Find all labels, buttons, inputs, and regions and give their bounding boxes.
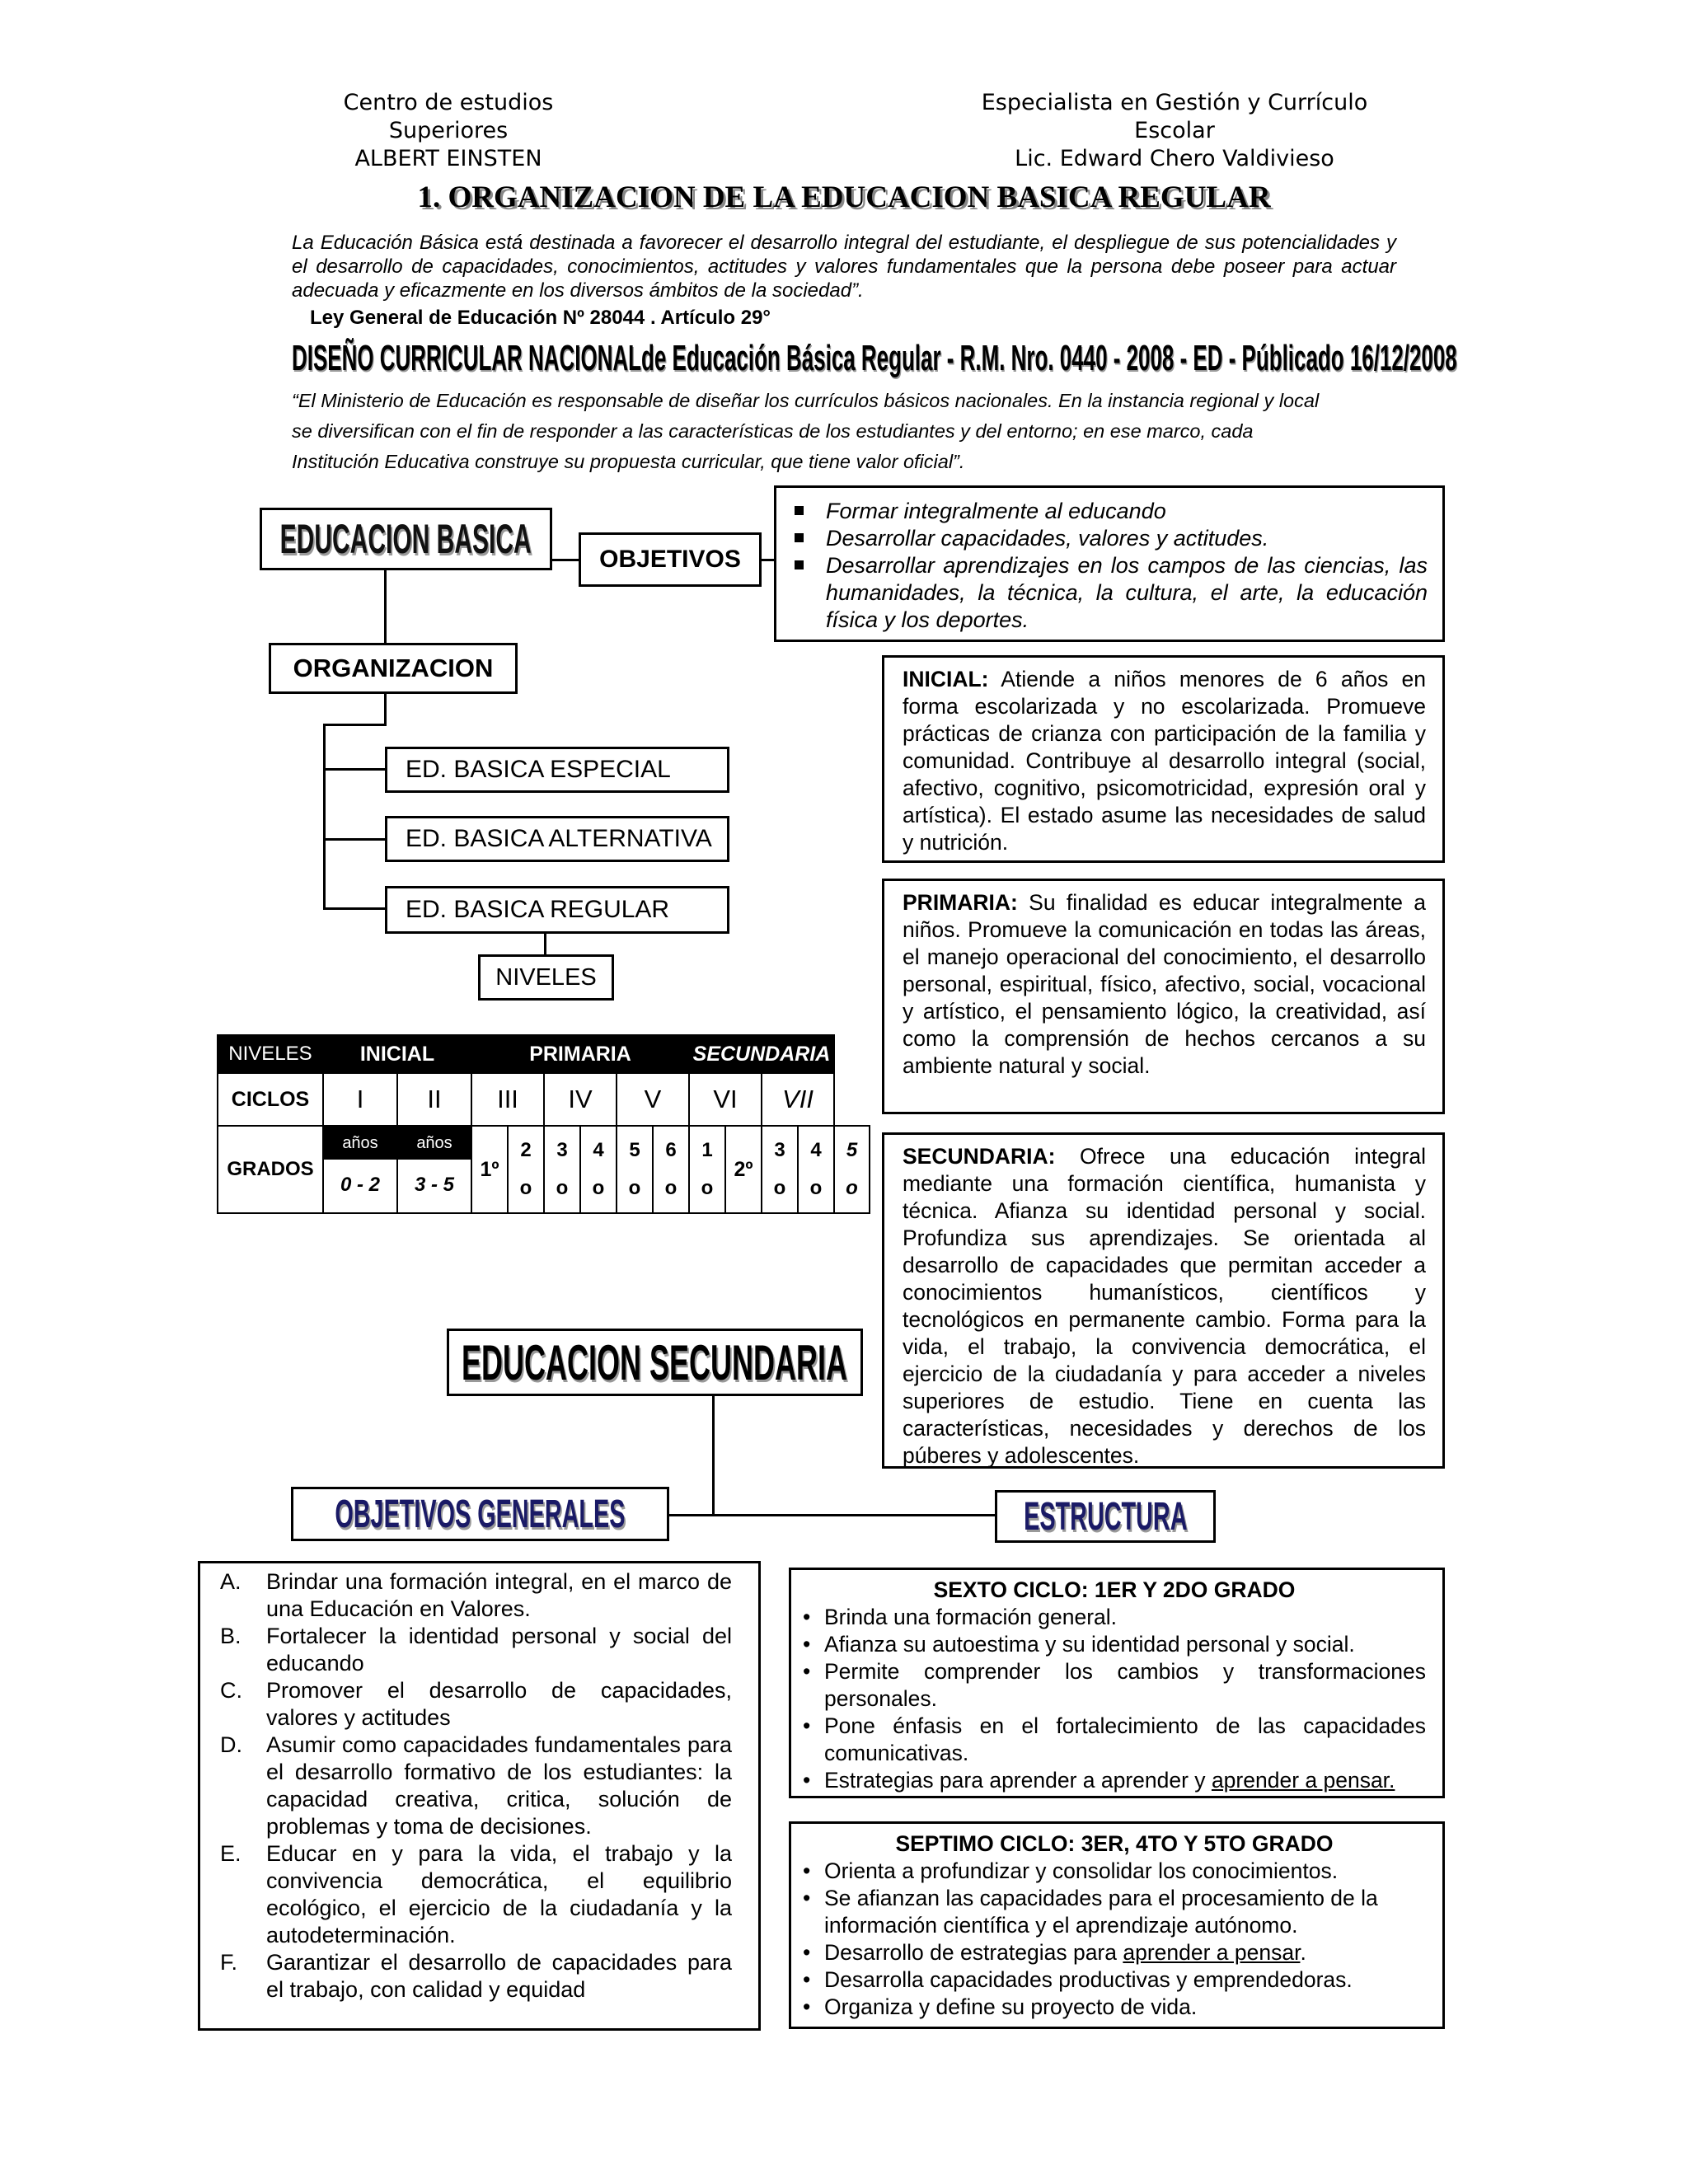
grado-deg: o	[664, 1177, 678, 1199]
grado-cell	[689, 1126, 725, 1213]
list-item	[803, 1713, 1426, 1767]
connector-line	[323, 768, 386, 771]
ciclo-cell: VI	[689, 1073, 762, 1126]
bullet: •	[803, 1994, 811, 2019]
educacion-secundaria-title: EDUCACION SECUNDARIA	[462, 1334, 848, 1390]
item-text-part: .	[1300, 1940, 1306, 1965]
connector-line	[712, 1394, 715, 1516]
connector-line	[760, 559, 775, 561]
grado-cell: 2º	[725, 1126, 762, 1213]
niveles-label: NIVELES	[495, 963, 597, 991]
item-text: Permite comprender los cambios y transformaciones personales.	[824, 1659, 1426, 1711]
intro-quote: La Educación Básica está destinada a favorecer el desarrollo integral del estudiante, el despliegue de sus potencialidades y el desarrollo de capacidades, conocimientos, actitudes y valores fundamentales que la persona debe poseer para actuar adecuada y eficazmente en los diversos ámbitos de la sociedad”.	[292, 232, 1396, 302]
grado-deg: o	[592, 1177, 605, 1199]
item-text: Fortalecer la identidad personal y social del educando	[266, 1624, 732, 1675]
ciclo-cell: III	[471, 1073, 544, 1126]
connector-line	[384, 692, 387, 725]
educacion-basica-box	[260, 508, 552, 570]
organizacion-box	[269, 643, 518, 694]
grado-deg: o	[809, 1177, 823, 1199]
objetivos-generales-list	[198, 1561, 761, 2031]
connector-line	[323, 907, 386, 910]
objetivos-box	[579, 532, 762, 587]
objetivos-list	[776, 498, 1428, 634]
secundaria-desc-label: SECUNDARIA:	[903, 1144, 1056, 1169]
secundaria-desc-text: Ofrece una educación integral mediante una formación científica, humanista y técnica. Afianza su identidad personal y social. Profundiza sus aprendizajes. Se orientada al desarrollo de capacidades que permitan acceder a conocimientos humanísticos, científicos y tecnológicos en permanente cambio. Forma para la vida, el trabajo, la convivencia democrática, el ejercicio de la ciudadanía y para acceder a niveles superiores de estudio. Tiene en cuenta las características, necesidades y derechos de los púberes y adolescentes.	[903, 1144, 1426, 1468]
grado-num: 1	[701, 1139, 713, 1161]
ciclo-cell: IV	[544, 1073, 617, 1126]
grado-inicial-2	[397, 1126, 471, 1213]
range-label: 3 - 5	[414, 1174, 455, 1196]
sexto-ciclo-title: SEXTO CICLO: 1ER Y 2DO GRADO	[933, 1577, 1296, 1602]
list-item	[220, 1949, 732, 2004]
bullet: •	[803, 1967, 811, 1992]
list-item	[803, 1994, 1426, 2021]
header-institution	[292, 89, 605, 173]
objetivo-item: Desarrollar aprendizajes en los campos de las ciencias, las humanidades, la técnica, la cultura, el arte, la educación física y los deportes.	[776, 552, 1428, 634]
item-text: Afianza su autoestima y su identidad personal y social.	[824, 1632, 1355, 1657]
primaria-header: PRIMARIA	[471, 1035, 689, 1073]
ciclo-cell: V	[617, 1073, 689, 1126]
grado-cell	[617, 1126, 653, 1213]
dcn-title-wrap	[292, 338, 1457, 379]
item-text-part: Desarrollo de estrategias para	[824, 1940, 1123, 1965]
ministry-quote	[292, 386, 1396, 477]
item-text-underlined: aprender a pensar	[1123, 1940, 1301, 1965]
grado-cell	[580, 1126, 617, 1213]
list-item	[220, 1732, 732, 1840]
list-item	[803, 1966, 1426, 1994]
list-item	[220, 1677, 732, 1732]
item-text: Garantizar el desarrollo de capacidades para el trabajo, con calidad y equidad	[266, 1950, 732, 2002]
list-item	[803, 1885, 1426, 1939]
levels-table	[217, 1034, 870, 1214]
grado-cell	[762, 1126, 798, 1213]
item-text	[824, 1939, 1426, 1966]
primaria-desc-label: PRIMARIA:	[903, 890, 1018, 915]
item-text: Brindar una formación integral, en el marco de una Educación en Valores.	[266, 1569, 732, 1621]
niveles-header: NIVELES	[218, 1035, 323, 1073]
anos-label: años	[398, 1127, 471, 1160]
educacion-basica-title: EDUCACION BASICA	[280, 516, 532, 562]
item-key: A.	[220, 1569, 241, 1594]
item-key: D.	[220, 1732, 242, 1757]
item-text: Asumir como capacidades fundamentales para el desarrollo formativo de los estudiantes: la capacidad creativa, critica, solución de problemas y toma de decisiones.	[266, 1732, 732, 1839]
list-item	[220, 1623, 732, 1677]
grado-deg: o	[846, 1177, 858, 1199]
header-author	[948, 89, 1401, 173]
objetivo-item: Formar integralmente al educando	[776, 498, 1428, 525]
item-text-part: Estrategias para aprender a aprender y	[824, 1768, 1212, 1793]
item-key: E.	[220, 1841, 241, 1866]
grado-deg: o	[701, 1177, 714, 1199]
ciclos-header: CICLOS	[218, 1073, 323, 1126]
list-item	[220, 1840, 732, 1949]
item-key: F.	[220, 1950, 238, 1975]
item-key: C.	[220, 1678, 242, 1703]
item-text: Promover el desarrollo de capacidades, valores y actitudes	[266, 1678, 732, 1730]
septimo-ciclo-box	[789, 1821, 1445, 2029]
item-key: B.	[220, 1624, 241, 1648]
anos-label: años	[324, 1127, 396, 1160]
grado-num: 6	[665, 1139, 677, 1161]
grado-inicial-1	[323, 1126, 397, 1213]
bullet: •	[803, 1713, 811, 1738]
item-text: Pone énfasis en el fortalecimiento de las capacidades comunicativas.	[824, 1713, 1426, 1765]
connector-line	[668, 1514, 997, 1516]
connector-line	[323, 724, 326, 909]
bullet: •	[803, 1605, 811, 1629]
objetivos-generales-title: OBJETIVOS GENERALES	[335, 1492, 626, 1536]
bullet: •	[803, 1659, 811, 1684]
item-text: Desarrolla capacidades productivas y emprendedoras.	[824, 1967, 1353, 1992]
grado-num: 4	[593, 1139, 604, 1161]
list-item	[803, 1604, 1426, 1631]
grado-num: 5	[629, 1139, 640, 1161]
ministry-quote-line1: “El Ministerio de Educación es responsable de diseñar los currículos básicos nacionales. En la instancia regional y local	[292, 390, 1320, 411]
list-item	[220, 1568, 732, 1623]
estructura-box	[995, 1490, 1216, 1543]
ministry-quote-line2: se diversifican con el fin de responder a las características de los estudiantes y del entorno; en ese marco, cada	[292, 420, 1254, 442]
item-text: Orienta a profundizar y consolidar los conocimientos.	[824, 1858, 1339, 1883]
table-row-grados	[218, 1126, 870, 1213]
ed-basica-regular-label: ED. BASICA REGULAR	[406, 896, 670, 923]
grados-header: GRADOS	[218, 1126, 323, 1213]
grado-cell	[544, 1126, 580, 1213]
connector-line	[551, 559, 580, 561]
ed-basica-alternativa-box	[385, 816, 729, 862]
grado-cell	[508, 1126, 544, 1213]
item-text: Organiza y define su proyecto de vida.	[824, 1994, 1198, 2019]
list-item	[803, 1858, 1426, 1885]
item-text: Brinda una formación general.	[824, 1605, 1118, 1629]
connector-line	[323, 838, 386, 841]
ed-basica-regular-box	[385, 886, 729, 934]
table-row-niveles	[218, 1035, 870, 1073]
ministry-quote-line3: Institución Educativa construye su propuesta curricular, que tiene valor oficial”.	[292, 451, 965, 472]
educacion-secundaria-box	[447, 1329, 863, 1396]
list-item	[803, 1939, 1426, 1966]
objetivo-item: Desarrollar capacidades, valores y actitudes.	[776, 525, 1428, 552]
ciclo-cell: VII	[762, 1073, 834, 1126]
primaria-desc-text: Su finalidad es educar integralmente a niños. Promueve la comunicación en todas las áreas, el manejo operacional del conocimiento, el desarrollo personal, espiritual, físico, afectivo, social, vocacional y artístico, el pensamiento lógico, la creatividad, así como la comprensión de hechos cercanos a su ambiente natural y social.	[903, 890, 1426, 1078]
header-author-line1: Especialista en Gestión y Currículo Escolar	[981, 90, 1368, 143]
inicial-desc-label: INICIAL:	[903, 667, 989, 691]
secundaria-desc-box	[882, 1132, 1445, 1469]
grado-num: 2	[520, 1139, 532, 1161]
sexto-ciclo-box	[789, 1568, 1445, 1798]
grado-deg: o	[628, 1177, 641, 1199]
secundaria-header: SECUNDARIA	[689, 1035, 834, 1073]
primaria-desc-box	[882, 879, 1445, 1114]
grado-deg: o	[519, 1177, 532, 1199]
objetivos-label: OBJETIVOS	[599, 546, 741, 573]
bullet: •	[803, 1858, 811, 1883]
estructura-title: ESTRUCTURA	[1023, 1494, 1188, 1539]
item-text: Educar en y para la vida, el trabajo y la convivencia democrática, el equilibrio ecológico, el ejercicio de la ciudadanía y la autodeterminación.	[266, 1841, 732, 1947]
page-title: 1. ORGANIZACION DE LA EDUCACION BASICA REGULAR	[417, 180, 1271, 214]
grado-cell: 1º	[471, 1126, 508, 1213]
item-text-underlined: aprender a pensar.	[1211, 1768, 1395, 1793]
dcn-title: DISEÑO CURRICULAR NACIONALde Educación Básica Regular - R.M. Nro. 0440 - 2008 - ED - Públicado 16/12/2008	[292, 338, 1457, 378]
ciclo-cell: II	[397, 1073, 471, 1126]
grado-cell	[798, 1126, 834, 1213]
item-text: Se afianzan las capacidades para el procesamiento de la información científica y el aprendizaje autónomo.	[824, 1886, 1378, 1938]
ed-basica-especial-label: ED. BASICA ESPECIAL	[406, 756, 671, 783]
list-item	[803, 1631, 1426, 1658]
connector-line	[323, 724, 387, 726]
table-row-ciclos	[218, 1073, 870, 1126]
ed-basica-especial-box	[385, 747, 729, 793]
law-reference: Ley General de Educación Nº 28044 . Artículo 29°	[310, 307, 771, 329]
grado-num: 5	[846, 1139, 858, 1161]
header-institution-line2: ALBERT EINSTEN	[354, 146, 542, 171]
bullet: •	[803, 1940, 811, 1965]
item-text	[824, 1767, 1426, 1794]
bullet: •	[803, 1768, 811, 1793]
grado-num: 3	[774, 1139, 785, 1161]
niveles-box	[478, 954, 614, 1001]
header-institution-line1: Centro de estudios Superiores	[343, 90, 554, 143]
header-author-line2: Lic. Edward Chero Valdivieso	[1015, 146, 1334, 171]
ed-basica-alternativa-label: ED. BASICA ALTERNATIVA	[406, 825, 712, 852]
bullet: •	[803, 1632, 811, 1657]
grado-cell	[834, 1126, 870, 1213]
grado-num: 4	[810, 1139, 822, 1161]
grado-deg: o	[556, 1177, 569, 1199]
septimo-ciclo-title: SEPTIMO CICLO: 3ER, 4TO Y 5TO GRADO	[895, 1831, 1334, 1856]
objetivos-generales-box	[291, 1487, 669, 1541]
list-item	[803, 1767, 1426, 1794]
connector-line	[384, 569, 387, 644]
objetivos-list-box	[774, 485, 1445, 642]
grado-num: 3	[556, 1139, 568, 1161]
grado-deg: o	[773, 1177, 786, 1199]
bullet: •	[803, 1886, 811, 1910]
inicial-header: INICIAL	[323, 1035, 471, 1073]
list-item	[803, 1658, 1426, 1713]
ciclo-cell: I	[323, 1073, 397, 1126]
grado-cell	[653, 1126, 689, 1213]
range-label: 0 - 2	[340, 1174, 381, 1196]
organizacion-label: ORGANIZACION	[293, 654, 494, 682]
inicial-desc-text: Atiende a niños menores de 6 años en forma escolarizada y no escolarizada. Promueve prácticas de crianza con participación de la familia y comunidad. Contribuye al desarrollo integral (social, afectivo, cognitivo, psicomotricidad, expresión oral y artística). El estado asume las necesidades de salud y nutrición.	[903, 667, 1427, 855]
inicial-desc-box	[882, 655, 1445, 863]
